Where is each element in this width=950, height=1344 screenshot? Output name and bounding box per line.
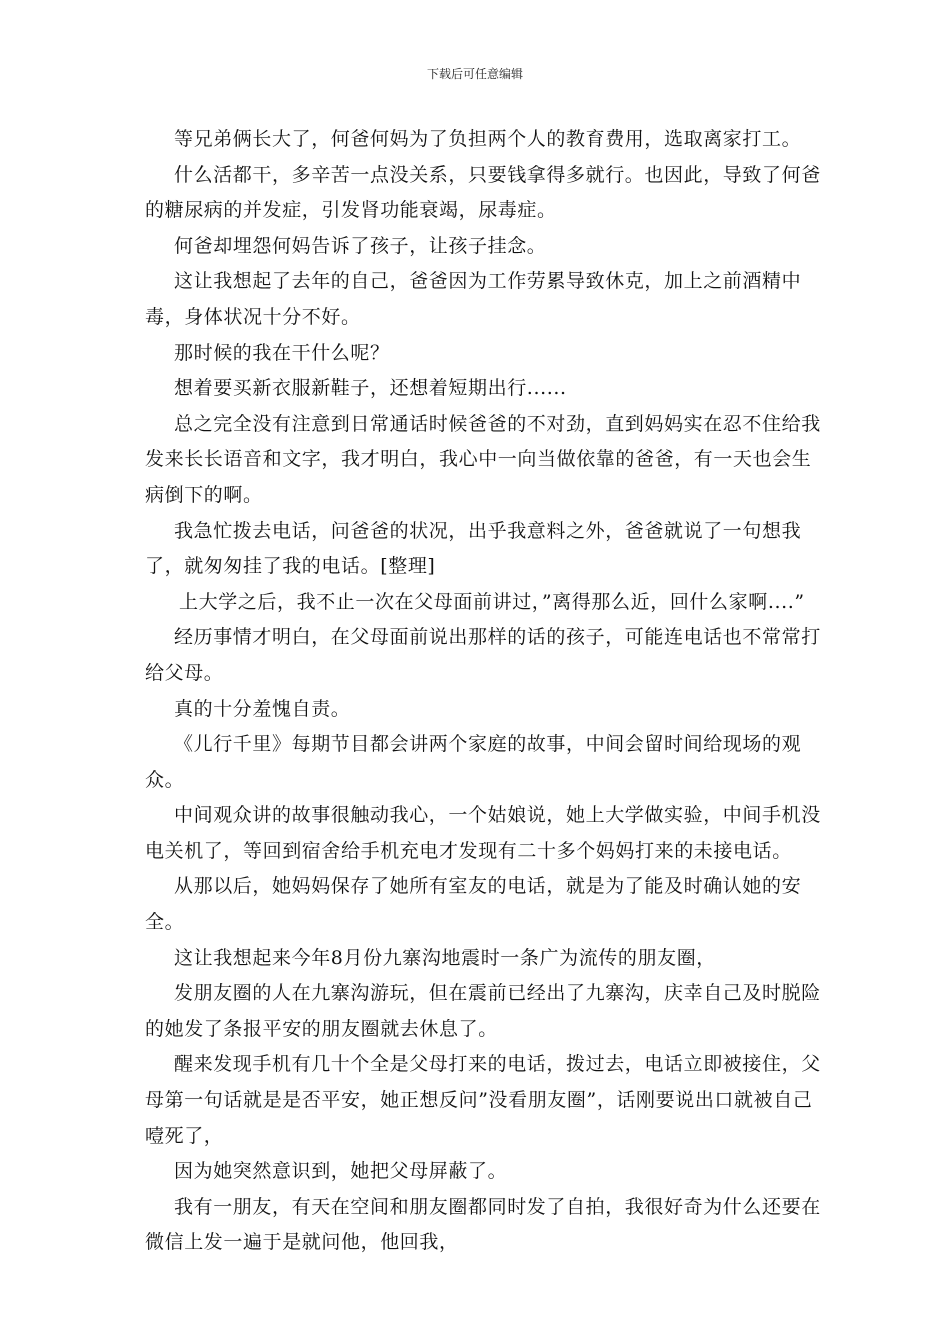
paragraph: 从那以后，她妈妈保存了她所有室友的电话，就是为了能及时确认她的安全。 bbox=[145, 875, 802, 934]
paragraph: 我急忙拨去电话，问爸爸的状况，出乎我意料之外，爸爸就说了一句想我了，就匆匆挂了我的电话。[整理] bbox=[145, 519, 802, 578]
paragraph: 《儿行千里》每期节目都会讲两个家庭的故事，中间会留时间给现场的观众。 bbox=[145, 733, 802, 791]
paragraph: 这让我想起来今年8月份九寨沟地震时一条广为流传的朋友圈， bbox=[174, 946, 716, 969]
paragraph: 发朋友圈的人在九寨沟游玩，但在震前已经出了九寨沟，庆幸自己及时脱险的她发了条报平安的朋友圈就去休息了。 bbox=[145, 982, 821, 1040]
paragraph: 何爸却埋怨何妈告诉了孩子，让孩子挂念。 bbox=[174, 234, 547, 257]
paragraph: 这让我想起了去年的自己，爸爸因为工作劳累导致休克，加上之前酒精中毒，身体状况十分不好。 bbox=[145, 270, 802, 328]
page-header: 下载后可任意编辑 bbox=[426, 67, 523, 81]
paragraph: 经历事情才明白，在父母面前说出那样的话的孩子，可能连电话也不常常打给父母。 bbox=[145, 626, 821, 684]
paragraph: 总之完全没有注意到日常通话时候爸爸的不对劲，直到妈妈实在忍不住给我发来长长语音和文字，我才明白，我心中一向当做依靠的爸爸，有一天也会生病倒下的啊。 bbox=[145, 412, 821, 506]
paragraph: 想着要买新衣服新鞋子，还想着短期出行...... bbox=[174, 377, 567, 400]
paragraph: 那时候的我在干什么呢？ bbox=[174, 341, 390, 364]
paragraph: 醒来发现手机有几十个全是父母打来的电话，拨过去，电话立即被接住，父母第一句话就是是否平安，她正想反问”没看朋友圈”，话刚要说出口就被自己噎死了， bbox=[145, 1053, 821, 1147]
article-body bbox=[145, 122, 825, 1261]
paragraph: 因为她突然意识到，她把父母屏蔽了。 bbox=[174, 1160, 508, 1183]
paragraph: 中间观众讲的故事很触动我心，一个姑娘说，她上大学做实验，中间手机没电关机了，等回到宿舍给手机充电才发现有二十多个妈妈打来的未接电话。 bbox=[145, 804, 821, 862]
paragraph: 上大学之后，我不止一次在父母面前讲过，”离得那么近，回什么家啊....” bbox=[179, 590, 805, 613]
paragraph: 什么活都干，多辛苦一点没关系，只要钱拿得多就行。也因此，导致了何爸的糖尿病的并发症，引发肾功能衰竭，尿毒症。 bbox=[145, 163, 821, 222]
paragraph: 等兄弟俩长大了，何爸何妈为了负担两个人的教育费用，选取离家打工。 bbox=[174, 128, 802, 150]
paragraph: 我有一朋友，有天在空间和朋友圈都同时发了自拍，我很好奇为什么还要在微信上发一遍于是就问他，他回我， bbox=[145, 1195, 821, 1254]
paragraph: 真的十分羞愧自责。 bbox=[174, 697, 351, 720]
